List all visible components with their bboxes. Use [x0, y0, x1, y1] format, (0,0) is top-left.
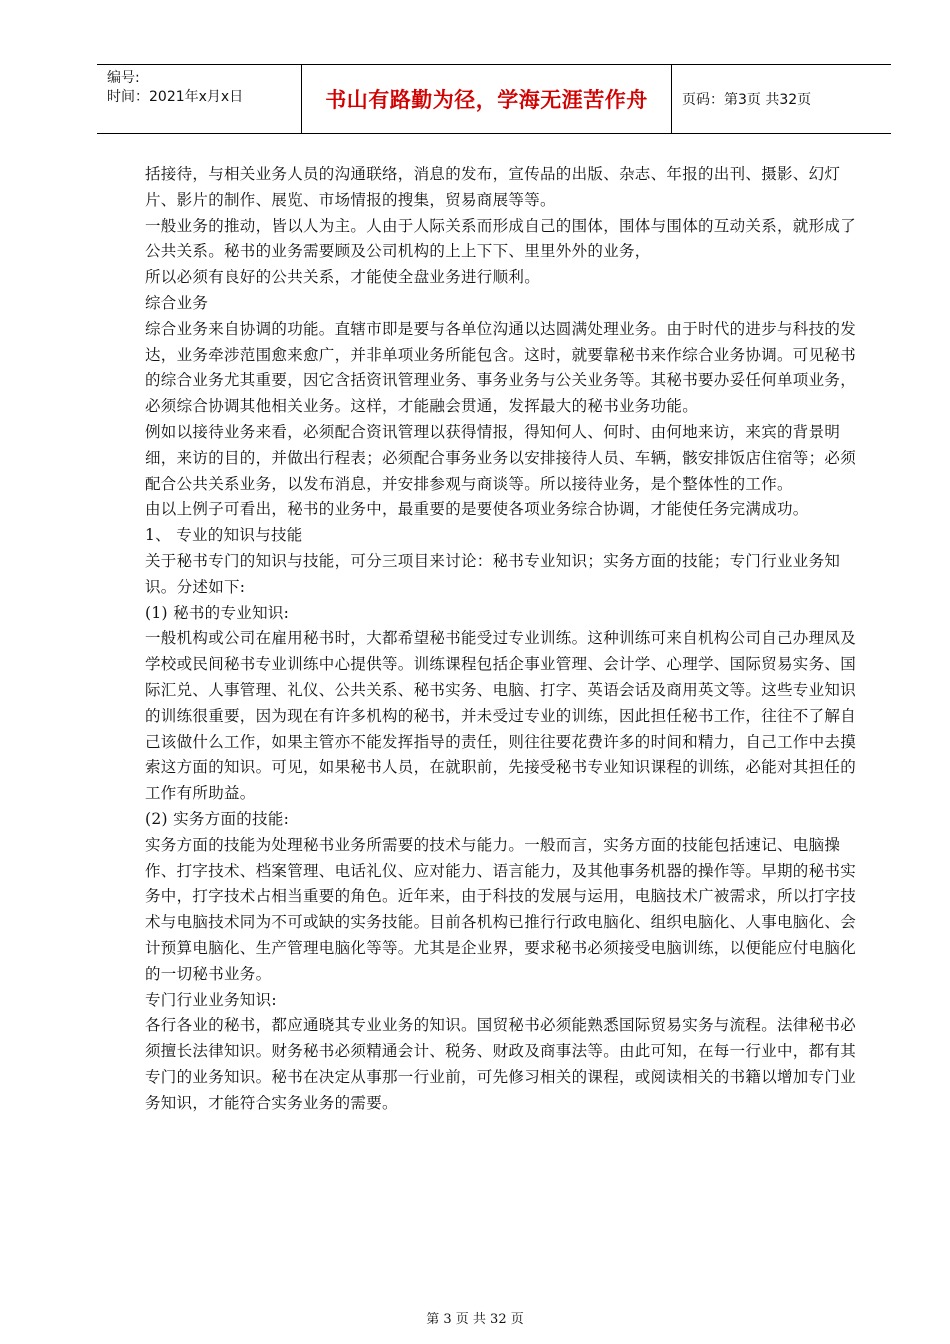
paragraph: 综合业务来自协调的功能。直辖市即是要与各单位沟通以达圆满处理业务。由于时代的进步与科技的发达，业务牵涉范围愈来愈广，并非单项业务所能包含。这时，就要靠秘书来作综合业务协调。可见秘书的综合业务尤其重要，因它含括资讯管理业务、事务业务与公关业务等。其秘书要办妥任何单项业务，必须综合协调其他相关业务。这样，才能融会贯通，发挥最大的秘书业务功能。	[145, 319, 857, 416]
paragraph: 实务方面的技能为处理秘书业务所需要的技术与能力。一般而言，实务方面的技能包括速记、电脑操作、打字技术、档案管理、电话礼仪、应对能力、语言能力，及其他事务机器的操作等。早期的秘书实务中，打字技术占相当重要的角色。近年来，由于科技的发展与运用，电脑技术广被需求，所以打字技术与电脑技术同为不可或缺的实务技能。目前各机构已推行行政电脑化、组织电脑化、人事电脑化、会计预算电脑化、生产管理电脑化等等。尤其是企业界，要求秘书必须接受电脑训练，以便能应付电脑化的一切秘书业务。	[145, 835, 857, 983]
subsection-heading: 专门行业业务知识:	[145, 990, 277, 1009]
paragraph: 一般机构或公司在雇用秘书时，大都希望秘书能受过专业训练。这种训练可来自机构公司自己办理凤及学校或民间秘书专业训练中心提供等。训练课程包括企事业管理、会计学、心理学、国际贸易实务、国际汇兑、人事管理、礼仪、公共关系、秘书实务、电脑、打字、英语会话及商用英文等。这些专业知识的训练很重要，因为现在有许多机构的秘书，并未受过专业的训练，因此担任秘书工作，往往不了解自己该做什么工作，如果主管亦不能发挥指导的责任，则往往要花费许多的时间和精力，自己工作中去摸索这方面的知识。可见，如果秘书人员，在就职前，先接受秘书专业知识课程的训练，必能对其担任的工作有所助益。	[145, 629, 857, 803]
paragraph: 关于秘书专门的知识与技能，可分三项目来讨论：秘书专业知识；实务方面的技能；专门行业业务知识。分述如下:	[145, 551, 841, 596]
paragraph: 由以上例子可看出，秘书的业务中，最重要的是要使各项业务综合协调，才能使任务完满成功。	[145, 500, 809, 519]
paragraph: 各行各业的秘书，都应通晓其专业业务的知识。国贸秘书必须能熟悉国际贸易实务与流程。法律秘书必须擅长法律知识。财务秘书必须精通会计、税务、财政及商事法等。由此可知，在每一行业中，都有其专门的业务知识。秘书在决定从事那一行业前，可先修习相关的课程，或阅读相关的书籍以增加专门业务知识，才能符合实务业务的需要。	[145, 1016, 857, 1112]
paragraph: 例如以接待业务来看，必须配合资讯管理以获得情报，得知何人、何时、由何地来访，来宾的背景明细，来访的目的，并做出行程表；必须配合事务业务以安排接待人员、车辆，骸安排饭店住宿等；必须配合公共关系业务，以发布消息，并安排参观与商谈等。所以接待业务，是个整体性的工作。	[145, 422, 857, 493]
section-heading: 综合业务	[145, 293, 209, 312]
header-motto-cell	[302, 65, 672, 133]
subsection-heading: (2) 实务方面的技能:	[145, 809, 290, 828]
document-body	[145, 162, 861, 1116]
subsection-heading: (1) 秘书的专业知识:	[145, 603, 290, 622]
page-footer: 第 3 页 共 32 页	[426, 1312, 524, 1327]
section-heading: 1、 专业的知识与技能	[145, 526, 303, 545]
paragraph: 一般业务的推动，皆以人为主。人由于人际关系而形成自己的围体，围体与围体的互动关系，就形成了公共关系。秘书的业务需要顾及公司机构的上上下下、里里外外的业务，	[145, 216, 857, 261]
header-motto: 书山有路勤为径，学海无涯苦作舟	[325, 88, 648, 112]
header-meta	[97, 65, 302, 133]
page-header	[97, 64, 891, 134]
header-page-info: 页码：第3页 共32页	[682, 92, 812, 108]
paragraph: 括接待，与相关业务人员的沟通联络，消息的发布，宣传品的出版、杂志、年报的出刊、摄影、幻灯片、影片的制作、展览、市场情报的搜集，贸易商展等等。	[145, 165, 841, 209]
paragraph: 所以必须有良好的公共关系，才能使全盘业务进行顺利。	[145, 268, 541, 287]
document-time-label: 时间：2021年x月x日	[107, 89, 244, 105]
document-number-label: 编号:	[107, 70, 140, 86]
